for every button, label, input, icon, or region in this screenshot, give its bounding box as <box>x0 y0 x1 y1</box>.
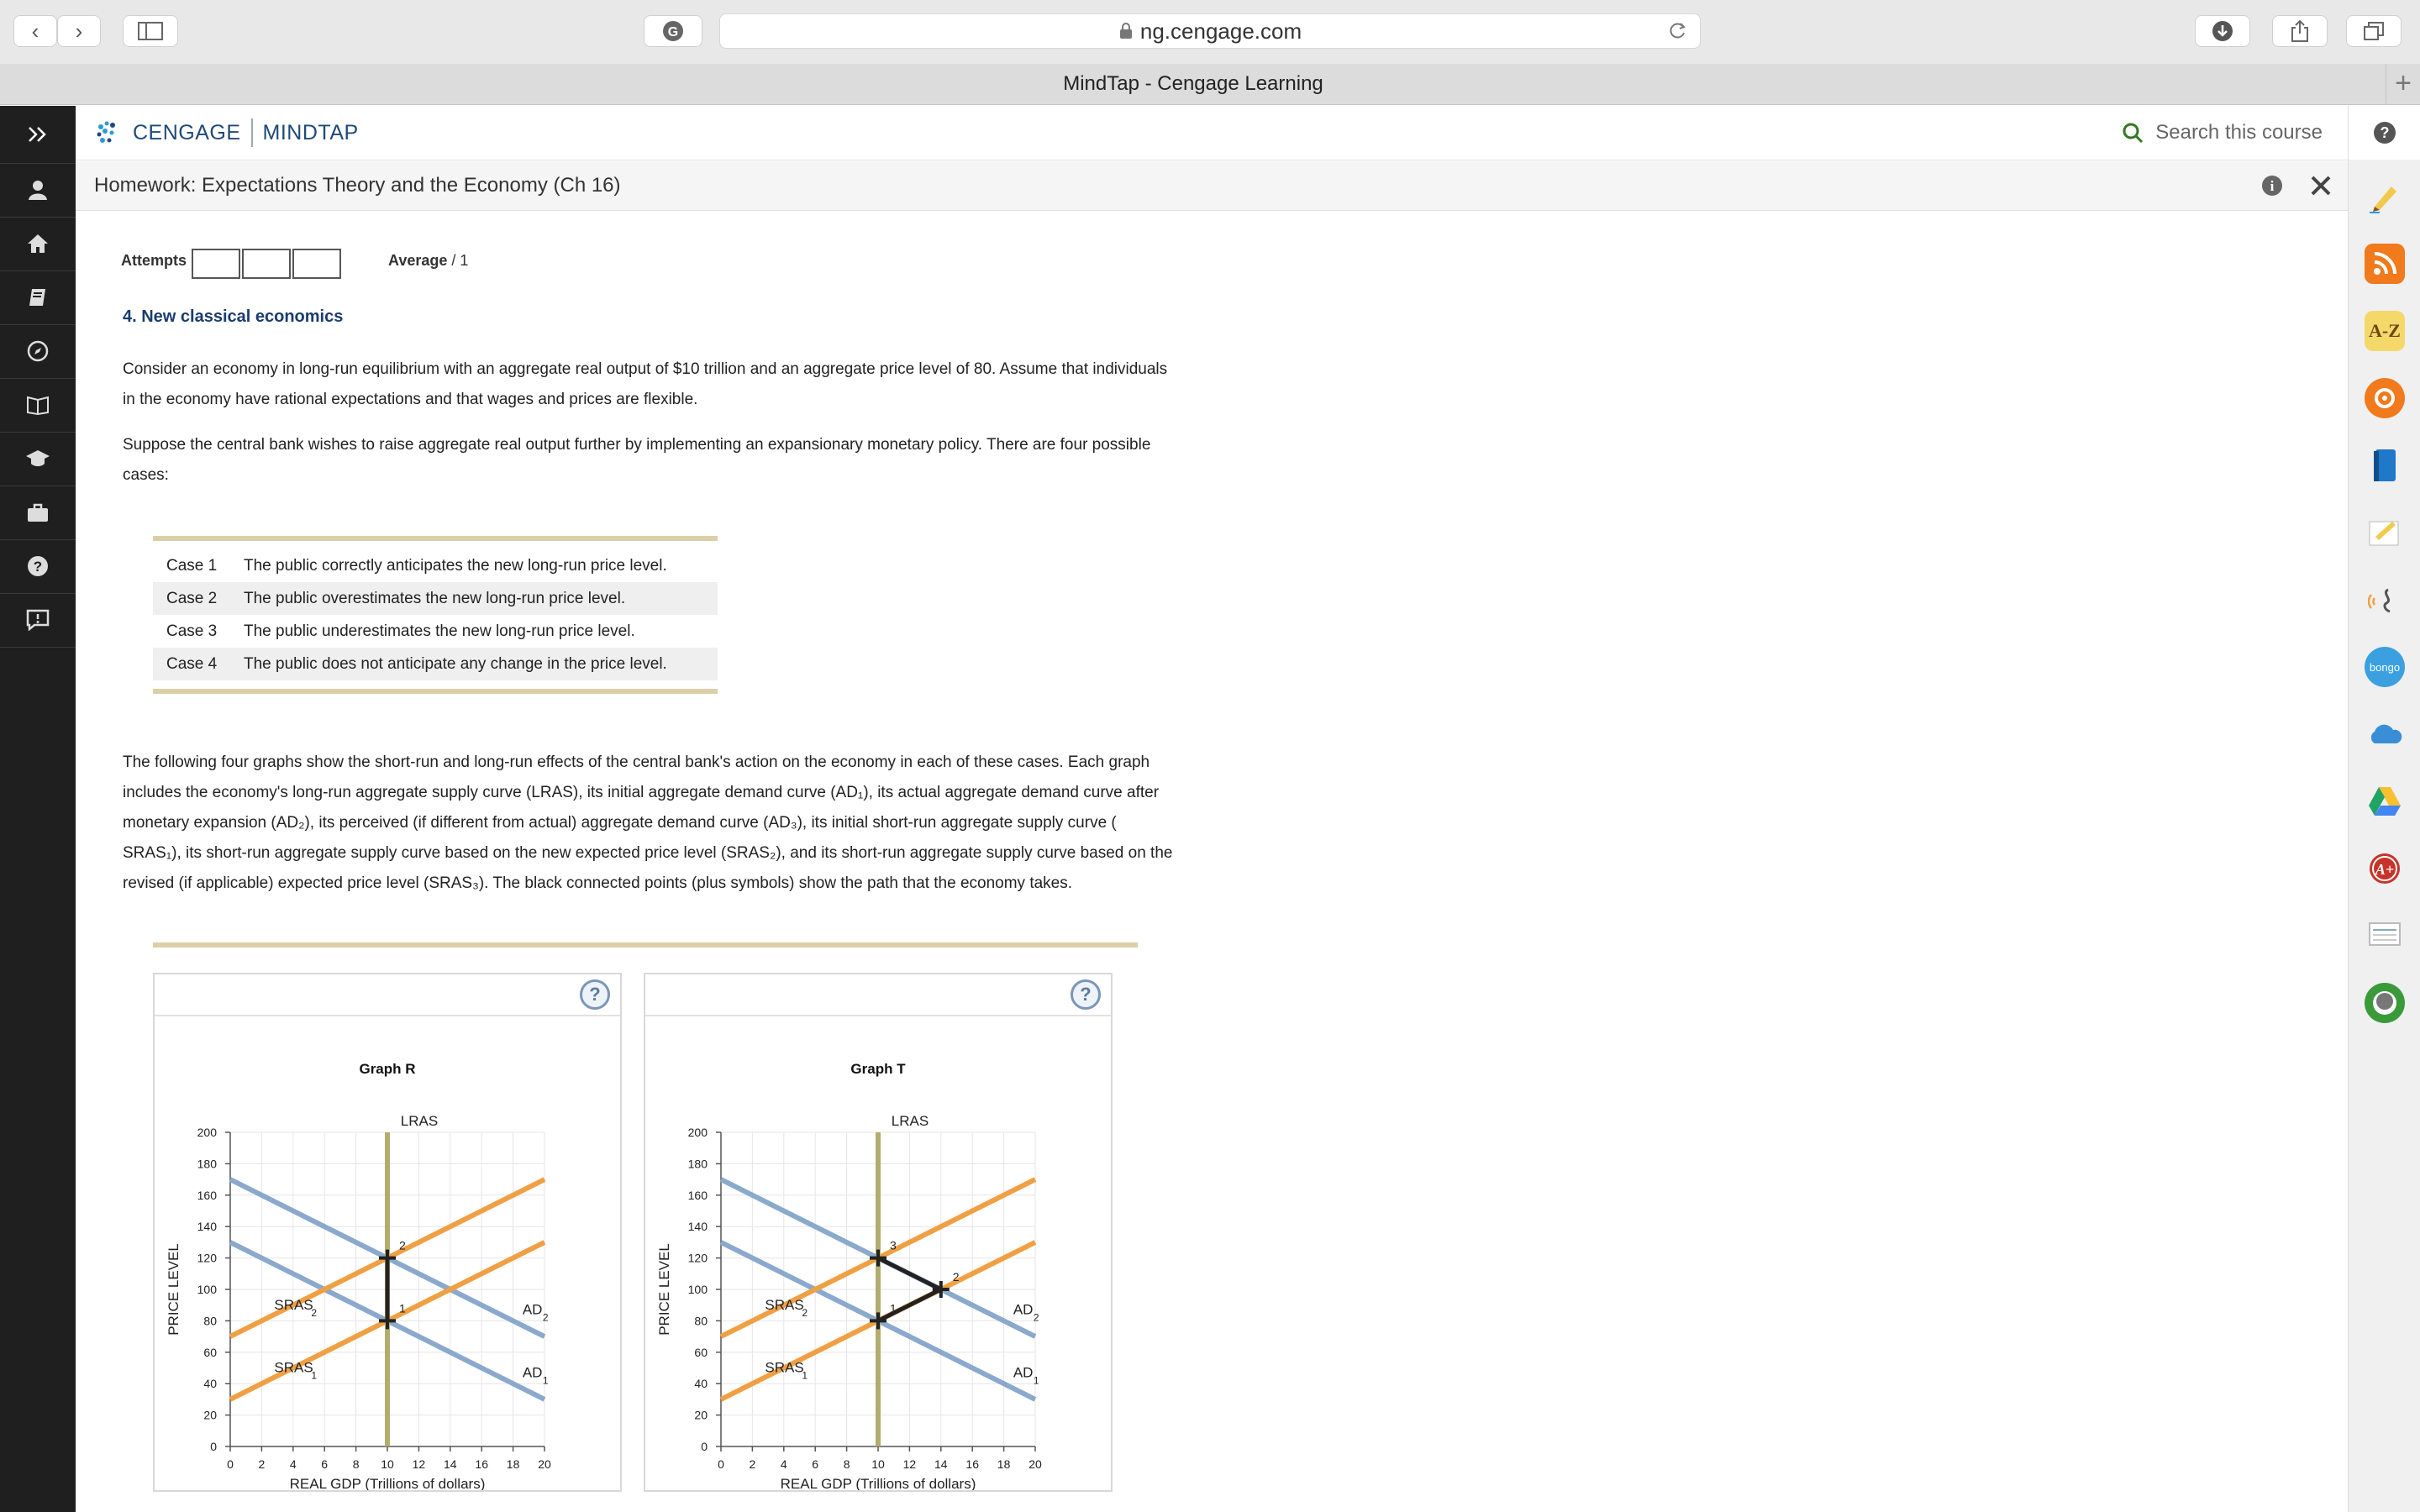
x-tick-label: 16 <box>475 1457 488 1471</box>
y-tick-label: 20 <box>203 1408 217 1422</box>
case-text: The public does not anticipate any change in the price level. <box>244 654 667 673</box>
x-tick-label: 2 <box>258 1457 266 1471</box>
y-tick-label: 40 <box>203 1377 217 1391</box>
y-tick-label: 140 <box>687 1220 708 1234</box>
nav-courses[interactable] <box>0 432 76 486</box>
course-search[interactable] <box>2122 118 2323 148</box>
google-drive-icon <box>2367 785 2402 817</box>
x-tick-label: 12 <box>902 1457 917 1471</box>
dock-cloud[interactable] <box>2365 714 2405 754</box>
x-tick-label: 10 <box>381 1457 394 1471</box>
question-paragraph-3 <box>123 748 1172 899</box>
x-tick-label: 4 <box>289 1457 297 1471</box>
svg-text:?: ? <box>2380 124 2390 141</box>
close-icon[interactable] <box>2309 174 2333 197</box>
text-line: SRAS₁), its short-run aggregate supply curve based on the new expected price level (SRAS₂), and its short-run aggregate supply curve based on the <box>123 844 1173 862</box>
nav-explore[interactable] <box>0 324 76 379</box>
y-tick-label: 120 <box>687 1251 708 1265</box>
graph-help-button[interactable] <box>580 979 610 1010</box>
tabs-icon <box>2363 21 2385 41</box>
graph-panel-t <box>644 973 1113 1492</box>
attempts-label: Attempts <box>121 252 187 269</box>
dock-highlighter[interactable] <box>2365 176 2405 217</box>
x-tick-label: 18 <box>506 1457 520 1471</box>
series-label-subscript: 2 <box>542 1311 549 1324</box>
flashcards-icon <box>2366 920 2403 952</box>
cases-table <box>153 536 718 694</box>
y-tick-label: 0 <box>701 1440 708 1453</box>
x-tick-label: 12 <box>412 1457 426 1471</box>
y-tick-label: 200 <box>687 1126 708 1139</box>
lras-label: LRAS <box>891 1113 929 1129</box>
text-line: The following four graphs show the short-run and long-run effects of the central bank's action on the economy in each of these cases. Each graph <box>123 753 1150 771</box>
x-tick-label: 16 <box>965 1457 979 1471</box>
app-header <box>76 106 2348 160</box>
aplus-text: A+ <box>2375 861 2395 878</box>
product-name: MINDTAP <box>262 120 359 144</box>
y-tick-label: 60 <box>203 1345 217 1359</box>
y-tick-label: 160 <box>687 1188 708 1202</box>
question-mark-icon: ? <box>1080 984 1092 1005</box>
series-label-sras1: SRAS <box>274 1359 313 1376</box>
new-tab-button[interactable]: + <box>2386 64 2420 104</box>
cloud-icon <box>2366 722 2403 747</box>
chart-title: Graph R <box>359 1061 416 1077</box>
question-paragraph-2 <box>123 430 1150 491</box>
sidebar-toggle-button[interactable] <box>123 15 178 47</box>
bongo-icon: bongo <box>2369 660 2401 674</box>
series-label-ad1: AD <box>1013 1364 1034 1381</box>
series-label-sras2: SRAS <box>765 1296 804 1313</box>
path-point-label: 1 <box>399 1301 406 1315</box>
grammarly-button[interactable] <box>644 15 702 47</box>
graduation-cap-icon <box>25 449 50 469</box>
lras-label: LRAS <box>400 1113 439 1129</box>
text-line: monetary expansion (AD₂), its perceived (if different from actual) aggregate demand curve (AD₃), its initial short-run aggregate supply curve ( <box>123 814 1117 832</box>
y-tick-label: 100 <box>687 1283 708 1296</box>
question-paragraph-1 <box>123 354 1167 415</box>
nav-career[interactable] <box>0 486 76 540</box>
y-tick-label: 100 <box>197 1283 217 1296</box>
address-bar[interactable] <box>719 13 1701 49</box>
y-axis-label: PRICE LEVEL <box>656 1243 672 1336</box>
table-row <box>153 549 718 582</box>
x-tick-label: 8 <box>843 1457 850 1471</box>
attempt-box-3 <box>292 249 341 279</box>
dock-rss[interactable] <box>2365 244 2405 284</box>
y-tick-label: 180 <box>197 1157 217 1171</box>
cengage-mindtap-logo[interactable] <box>94 118 359 148</box>
y-tick-label: 140 <box>197 1220 217 1234</box>
case-text: The public correctly anticipates the new long-run price level. <box>244 556 667 575</box>
forward-button[interactable] <box>57 15 101 47</box>
text-line: revised (if applicable) expected price level (SRAS₃). The black connected points (plus symbols) show the path that the economy takes. <box>123 874 1073 892</box>
graph-help-button[interactable] <box>1071 979 1101 1010</box>
tabs-overview-button[interactable] <box>2346 15 2402 47</box>
x-axis-label: REAL GDP (Trillions of dollars) <box>289 1476 486 1490</box>
az-icon: A-Z <box>2369 320 2401 341</box>
y-tick-label: 120 <box>197 1251 217 1265</box>
path-point-label: 2 <box>399 1238 406 1252</box>
activity-title: Homework: Expectations Theory and the Economy (Ch 16) <box>94 174 621 197</box>
brand-name: CENGAGE <box>133 120 241 144</box>
left-nav <box>0 106 76 1512</box>
help-icon <box>26 554 50 578</box>
case-label: Case 4 <box>166 654 218 673</box>
series-label-subscript: 2 <box>311 1306 318 1319</box>
browser-toolbar <box>0 0 2420 65</box>
reload-icon[interactable] <box>1666 20 1688 42</box>
x-tick-label: 20 <box>538 1457 551 1471</box>
chart-title: Graph T <box>850 1061 906 1077</box>
grammarly-icon <box>661 19 685 43</box>
dock-aplus[interactable] <box>2365 848 2405 889</box>
case-label: Case 1 <box>166 556 218 575</box>
browser-tab[interactable]: MindTap - Cengage Learning <box>1063 72 1323 95</box>
x-tick-label: 8 <box>352 1457 360 1471</box>
downloads-button[interactable] <box>2195 15 2250 47</box>
nav-help[interactable] <box>0 539 76 594</box>
x-tick-label: 14 <box>934 1457 948 1471</box>
app-dock <box>2348 160 2420 1512</box>
graph-panel-header <box>155 974 620 1016</box>
series-label-ad2: AD <box>1013 1301 1034 1318</box>
series-label-sras1: SRAS <box>765 1359 804 1376</box>
search-placeholder: Search this course <box>2155 121 2323 144</box>
nav-profile[interactable] <box>0 163 76 218</box>
x-tick-label: 18 <box>997 1457 1011 1471</box>
aplus-icon <box>2367 851 2402 886</box>
logo-divider <box>251 118 253 147</box>
series-label-subscript: 1 <box>802 1369 808 1382</box>
chevron-left-icon: ‹ <box>31 18 39 44</box>
question-heading: 4. New classical economics <box>123 307 344 326</box>
x-tick-label: 2 <box>749 1457 756 1471</box>
table-row <box>153 582 718 615</box>
share-button[interactable] <box>2272 15 2328 47</box>
text-line: in the economy have rational expectations and that wages and prices are flexible. <box>123 391 698 408</box>
text-line: cases: <box>123 466 169 484</box>
series-label-ad1: AD <box>522 1364 543 1381</box>
y-tick-label: 80 <box>203 1314 217 1328</box>
text-line: Consider an economy in long-run equilibrium with an aggregate real output of $10 trillion and an aggregate price level of 80. Assume that individuals <box>123 360 1168 378</box>
y-tick-label: 80 <box>694 1314 708 1328</box>
series-label-subscript: 2 <box>1033 1311 1039 1324</box>
dock-notes[interactable] <box>2365 512 2405 553</box>
text-line: includes the economy's long-run aggregate supply curve (LRAS), its initial aggregate demand curve (AD₁), its actual aggregate demand curve after <box>123 784 1160 801</box>
dock-app-orange[interactable] <box>2365 378 2405 418</box>
x-tick-label: 14 <box>444 1457 457 1471</box>
graphs-divider <box>153 942 1138 948</box>
y-tick-label: 200 <box>197 1126 217 1139</box>
tab-strip <box>0 64 2420 105</box>
y-tick-label: 160 <box>197 1188 217 1202</box>
series-label-ad2: AD <box>522 1301 543 1318</box>
pencil-icon <box>2368 180 2402 213</box>
url-text: ng.cengage.com <box>1139 18 1302 44</box>
graph-t-chart <box>645 1015 1111 1490</box>
y-tick-label: 180 <box>687 1157 708 1171</box>
path-point-label: 3 <box>890 1238 897 1252</box>
cengage-logo-icon <box>94 118 123 147</box>
avatar-icon <box>2368 986 2402 1020</box>
share-icon <box>2290 19 2310 43</box>
nav-expand[interactable] <box>0 106 76 164</box>
y-tick-label: 20 <box>694 1408 708 1422</box>
graph-panel-header <box>645 974 1111 1016</box>
path-point-label: 1 <box>890 1301 897 1315</box>
svg-text:i: i <box>2270 178 2275 194</box>
double-chevron-right-icon <box>27 126 49 143</box>
attempt-box-2 <box>242 249 291 279</box>
dock-glossary[interactable] <box>2365 311 2405 351</box>
series-label-sras2: SRAS <box>274 1296 313 1313</box>
svg-text:?: ? <box>33 559 43 575</box>
dock-profile-app[interactable] <box>2365 983 2405 1023</box>
table-row <box>153 615 718 648</box>
nav-home[interactable] <box>0 217 76 271</box>
feedback-icon <box>26 609 50 631</box>
y-tick-label: 60 <box>694 1345 708 1359</box>
help-icon <box>2372 120 2397 145</box>
activity-title-bar <box>76 161 2348 211</box>
nav-book[interactable] <box>0 270 76 325</box>
search-icon <box>2122 122 2144 144</box>
series-label-subscript: 1 <box>542 1374 549 1387</box>
nav-feedback[interactable] <box>0 593 76 648</box>
x-tick-label: 10 <box>871 1457 885 1471</box>
average-value: / 1 <box>451 252 469 269</box>
dock-google-drive[interactable] <box>2365 781 2405 822</box>
case-label: Case 2 <box>166 589 218 607</box>
x-tick-label: 6 <box>812 1457 819 1471</box>
y-tick-label: 40 <box>694 1377 708 1391</box>
x-tick-label: 4 <box>780 1457 787 1471</box>
back-button[interactable] <box>13 15 57 47</box>
series-label-subscript: 2 <box>802 1306 808 1319</box>
case-text: The public overestimates the new long-run price level. <box>244 589 626 607</box>
graph-r-chart <box>155 1015 620 1490</box>
lock-icon <box>1118 22 1134 40</box>
question-mark-icon: ? <box>589 984 601 1005</box>
dock-read-aloud[interactable] <box>2365 580 2405 620</box>
average-label: Average <box>388 252 448 269</box>
x-tick-label: 20 <box>1028 1457 1042 1471</box>
info-icon[interactable] <box>2260 174 2284 197</box>
dock-bongo[interactable] <box>2365 647 2405 687</box>
series-label-subscript: 1 <box>311 1369 318 1382</box>
compass-icon <box>27 340 49 362</box>
sidebar-icon <box>138 22 163 40</box>
graph-panel-r <box>153 973 622 1492</box>
dock-ebook[interactable] <box>2365 445 2405 486</box>
nav-reader[interactable] <box>0 378 76 433</box>
y-axis-label: PRICE LEVEL <box>166 1243 182 1336</box>
dock-flashcards[interactable] <box>2365 916 2405 956</box>
text-line: Suppose the central bank wishes to raise aggregate real output further by implementing an expansionary monetary policy. There are four possible <box>123 436 1151 454</box>
case-label: Case 3 <box>166 622 218 640</box>
book-icon <box>2370 448 2399 483</box>
average-score <box>388 252 468 270</box>
open-book-icon <box>26 395 50 415</box>
path-point-label: 2 <box>952 1270 960 1284</box>
table-row <box>153 648 718 680</box>
global-help-button[interactable] <box>2348 106 2420 160</box>
book-icon <box>27 286 49 308</box>
svg-text:G: G <box>667 25 679 39</box>
chevron-right-icon: › <box>75 18 83 44</box>
notepad-icon <box>2367 517 2402 549</box>
spiral-icon <box>2372 386 2397 411</box>
x-tick-label: 0 <box>227 1457 234 1471</box>
home-icon <box>26 233 50 255</box>
x-tick-label: 6 <box>321 1457 329 1471</box>
y-tick-label: 0 <box>210 1440 217 1453</box>
rss-icon <box>2371 250 2398 277</box>
speech-icon <box>2368 583 2402 617</box>
download-icon <box>2212 20 2233 42</box>
case-text: The public underestimates the new long-run price level. <box>244 622 635 640</box>
x-axis-label: REAL GDP (Trillions of dollars) <box>780 1476 976 1490</box>
attempt-box-1 <box>192 249 240 279</box>
series-label-subscript: 1 <box>1033 1374 1039 1387</box>
briefcase-icon <box>26 502 50 522</box>
user-icon <box>27 179 49 201</box>
x-tick-label: 0 <box>718 1457 724 1471</box>
